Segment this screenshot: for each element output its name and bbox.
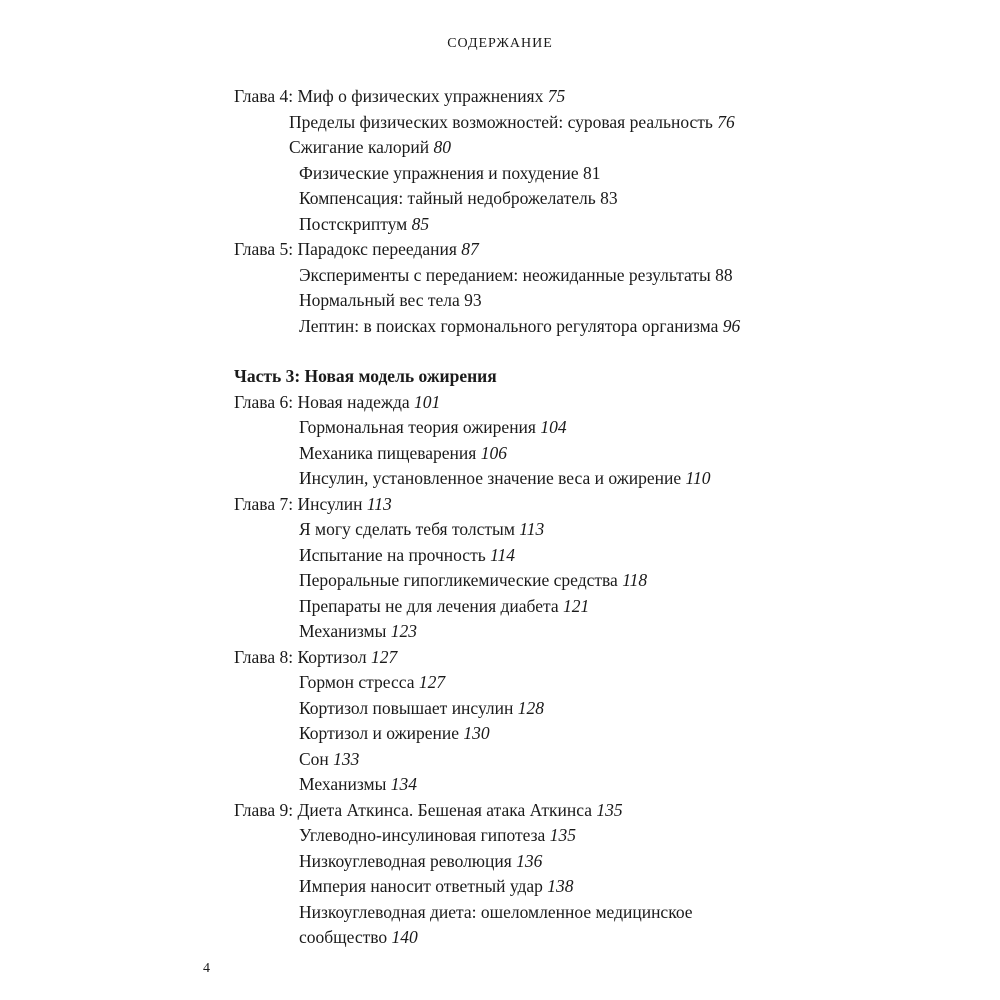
- toc-entry-chapter: [234, 84, 954, 110]
- toc-entry-page: 87: [461, 239, 479, 259]
- toc-entry-title: Препараты не для лечения диабета: [299, 595, 563, 616]
- toc-entry-page: 118: [622, 570, 648, 590]
- toc-entry-page: 101: [414, 391, 441, 412]
- toc-entry-title: Империя наносит ответный удар: [299, 876, 548, 896]
- toc-entry-title: Механизмы: [299, 774, 391, 794]
- toc-entry-page: 135: [549, 825, 576, 845]
- toc-entry-title: сообщество: [299, 927, 392, 947]
- toc-entry-section: [234, 288, 954, 314]
- toc-entry-section: [234, 823, 954, 849]
- toc-entry-page: 85: [411, 213, 430, 234]
- toc-entry-section: [234, 212, 954, 238]
- toc-entry-page: 113: [519, 519, 545, 539]
- toc-entry-title: Инсулин, установленное значение веса и ожирение: [299, 468, 686, 488]
- toc-entry-page: 123: [390, 621, 418, 641]
- toc-entry-section: [234, 900, 954, 926]
- toc-entry-section: [234, 415, 954, 441]
- toc-entry-title: Я могу сделать тебя толстым: [299, 519, 520, 539]
- toc-entry-page: 104: [540, 417, 567, 437]
- toc-entry-title: Гормон стресса: [299, 672, 419, 692]
- toc-entry-chapter: [234, 645, 954, 671]
- toc-entry-section: [234, 721, 954, 747]
- table-of-contents: [234, 84, 954, 951]
- toc-entry-title: Лептин: в поисках гормонального регулятора организма: [299, 315, 723, 336]
- toc-entry-title: Нормальный вес тела 93: [299, 290, 482, 310]
- toc-entry-title: Углеводно-инсулиновая гипотеза: [299, 825, 550, 845]
- toc-entry-title: Низкоуглеводная революция: [299, 850, 517, 871]
- toc-entry-title: Кортизол повышает инсулин: [299, 697, 518, 718]
- toc-entry-page: 138: [547, 876, 574, 896]
- toc-entry-page: 127: [370, 646, 398, 667]
- toc-entry-section: [234, 135, 954, 161]
- toc-entry-chapter: [234, 492, 954, 518]
- page-number: 4: [203, 961, 210, 976]
- toc-entry-page: 113: [366, 493, 392, 514]
- toc-entry-page: 76: [717, 111, 735, 132]
- toc-entry-title: Глава 9: Диета Аткинса. Бешеная атака Аткинса: [234, 799, 597, 820]
- toc-entry-title: Кортизол и ожирение: [299, 723, 464, 743]
- toc-entry-title: Механика пищеварения: [299, 442, 481, 463]
- toc-entry-title: Глава 5: Парадокс переедания: [234, 239, 462, 259]
- toc-entry-section: [234, 874, 954, 900]
- toc-entry-page: 130: [463, 723, 490, 743]
- toc-entry-page: 80: [433, 137, 451, 157]
- toc-entry-section: [234, 186, 954, 212]
- toc-entry-chapter: [234, 798, 954, 824]
- toc-entry-page: 133: [333, 748, 360, 769]
- toc-entry-section: [234, 314, 954, 340]
- toc-entry-title: Сжигание калорий: [289, 137, 434, 157]
- toc-entry-section: [234, 161, 954, 187]
- toc-entry-title: Глава 4: Миф о физических упражнениях: [234, 86, 548, 106]
- toc-entry-title: Механизмы: [299, 621, 391, 641]
- toc-entry-section: [234, 441, 954, 467]
- toc-entry-title: Гормональная теория ожирения: [299, 417, 541, 437]
- toc-entry-chapter: [234, 390, 954, 416]
- toc-entry-section: [234, 925, 954, 951]
- toc-entry-page: 134: [390, 774, 418, 794]
- toc-entry-chapter: [234, 364, 954, 390]
- toc-entry-section: [234, 517, 954, 543]
- toc-entry-page: 135: [596, 799, 623, 820]
- toc-entry-page: 121: [562, 595, 590, 616]
- toc-entry-section: [234, 619, 954, 645]
- toc-entry-section: [234, 772, 954, 798]
- toc-entry-title: Постскриптум: [299, 213, 412, 234]
- toc-entry-section: [234, 263, 954, 289]
- toc-entry-page: 127: [418, 672, 446, 692]
- toc-entry-page: 136: [516, 850, 543, 871]
- toc-entry-page: 110: [685, 468, 711, 488]
- toc-entry-section: [234, 594, 954, 620]
- toc-entry-title: Сон: [299, 748, 334, 769]
- toc-entry-page: 114: [490, 544, 516, 565]
- toc-entry-title: Низкоуглеводная диета: ошеломленное медицинское: [299, 901, 693, 922]
- toc-entry-title: Пределы физических возможностей: суровая реальность: [289, 111, 718, 132]
- toc-entry-page: 106: [480, 442, 507, 463]
- toc-entry-title: Компенсация: тайный недоброжелатель 83: [299, 188, 618, 208]
- toc-entry-title: Часть 3: Новая модель ожирения: [234, 366, 497, 386]
- toc-entry-title: Глава 7: Инсулин: [234, 493, 367, 514]
- toc-entry-title: Глава 8: Кортизол: [234, 646, 371, 667]
- toc-entry-section: [234, 696, 954, 722]
- toc-entry-section: [234, 568, 954, 594]
- toc-entry-title: Физические упражнения и похудение 81: [299, 162, 601, 183]
- toc-entry-chapter: [234, 237, 954, 263]
- toc-entry-section: [234, 543, 954, 569]
- toc-entry-section: [234, 747, 954, 773]
- toc-entry-section: [234, 110, 954, 136]
- toc-entry-title: Глава 6: Новая надежда: [234, 391, 415, 412]
- toc-entry-section: [234, 849, 954, 875]
- running-header: СОДЕРЖАНИЕ: [447, 36, 553, 51]
- toc-entry-page: 75: [547, 86, 566, 106]
- toc-entry-section: [234, 466, 954, 492]
- toc-entry-title: Пероральные гипогликемические средства: [299, 570, 623, 590]
- toc-entry-page: 140: [391, 927, 418, 947]
- toc-entry-title: Испытание на прочность: [299, 544, 491, 565]
- toc-entry-page: 96: [722, 315, 741, 336]
- toc-entry-section: [234, 670, 954, 696]
- toc-entry-page: 128: [517, 697, 545, 718]
- toc-entry-title: Эксперименты с переданием: неожиданные результаты 88: [299, 264, 733, 285]
